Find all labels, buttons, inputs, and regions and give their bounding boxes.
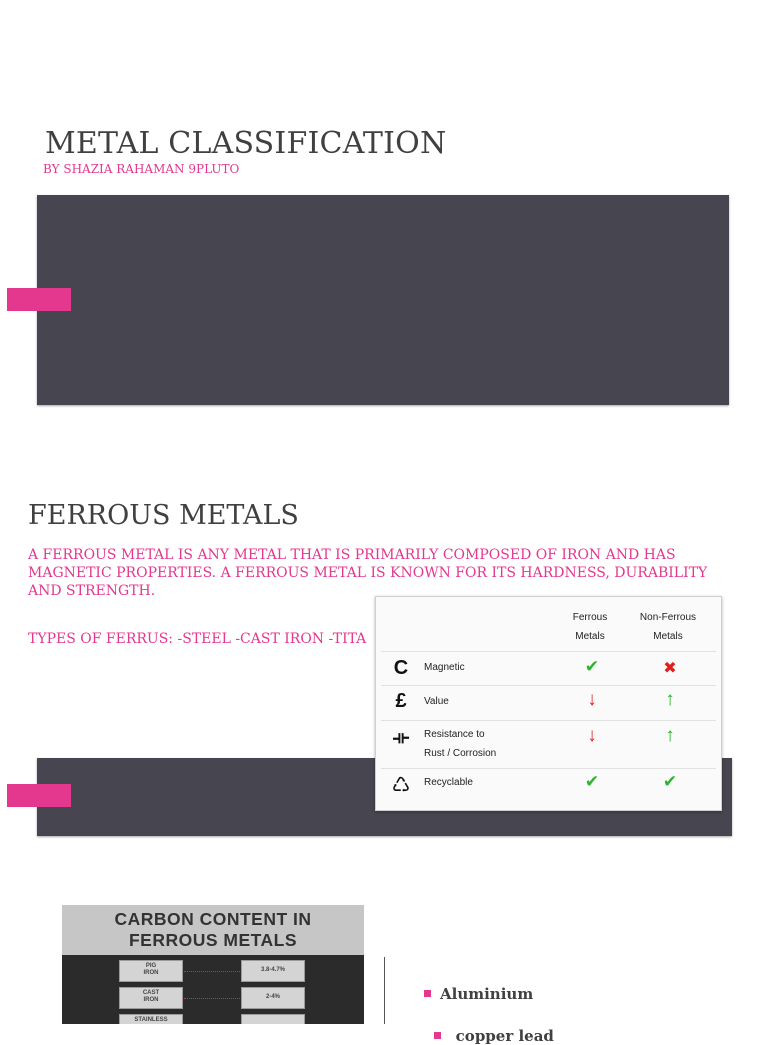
section-paragraph: A FERROUS METAL IS ANY METAL THAT IS PRIMARILY COMPOSED OF IRON AND HAS MAGNETIC PROPERTIES. A FERROUS METAL IS KNOWN FOR ITS HARDNESS, DURABILITY AND STRENGTH.	[28, 547, 708, 599]
comparison-table	[375, 596, 722, 811]
divider-line	[384, 957, 385, 1024]
cross-icon: ✖	[663, 660, 677, 677]
col-header-ferrous: Ferrous Metals	[572, 612, 608, 642]
arrow-up-icon: ↑	[665, 725, 675, 746]
carbon-content-infographic	[62, 905, 364, 1024]
list-item: copper lead	[424, 1009, 554, 1045]
pound-icon: £	[395, 690, 407, 712]
metal-box: STAINLESS	[119, 1014, 183, 1024]
row-label: Magnetic	[424, 662, 465, 673]
infographic-title: CARBON CONTENT IN FERROUS METALS	[62, 905, 364, 955]
arrow-down-icon: ↓	[587, 725, 597, 746]
check-icon: ✔	[662, 772, 678, 791]
check-icon: ✔	[584, 657, 600, 676]
table-row	[381, 651, 716, 686]
connector-line	[184, 971, 240, 972]
row-label: Recyclable	[424, 777, 473, 788]
value-box	[241, 1014, 305, 1024]
list-item: Aluminium	[424, 985, 533, 1003]
check-icon: ✔	[584, 772, 600, 791]
accent-tab-2	[7, 784, 71, 807]
row-label: Resistance to	[424, 729, 485, 740]
magnet-icon: C	[393, 657, 409, 679]
arrow-up-icon: ↑	[665, 689, 675, 710]
dumbbell-icon: ⟛	[392, 727, 410, 747]
slide-title: METAL CLASSIFICATION	[45, 126, 447, 161]
value-box: 2-4%	[241, 987, 305, 1009]
arrow-down-icon: ↓	[587, 689, 597, 710]
metal-box: CAST IRON	[119, 987, 183, 1009]
col-header-nonferrous: Non-Ferrous Metals	[639, 612, 697, 642]
row-label-2: Rust / Corrosion	[424, 748, 497, 759]
bullet-icon	[424, 990, 431, 997]
types-text: TYPES OF FERRUS: -STEEL -CAST IRON -TITA	[28, 631, 367, 647]
slide-subtitle: BY SHAZIA RAHAMAN 9PLUTO	[43, 162, 240, 176]
recycle-icon: ♺	[391, 774, 411, 797]
connector-line	[184, 998, 240, 999]
table-row	[381, 768, 716, 805]
table-row	[381, 685, 716, 721]
row-label: Value	[424, 696, 449, 707]
value-box: 3.8-4.7%	[241, 960, 305, 982]
table-row	[381, 720, 716, 769]
metal-box: PIG IRON	[119, 960, 183, 982]
section-heading: FERROUS METALS	[28, 500, 299, 531]
accent-tab	[7, 288, 71, 311]
bullet-icon	[434, 1032, 441, 1039]
dark-banner	[37, 195, 729, 405]
